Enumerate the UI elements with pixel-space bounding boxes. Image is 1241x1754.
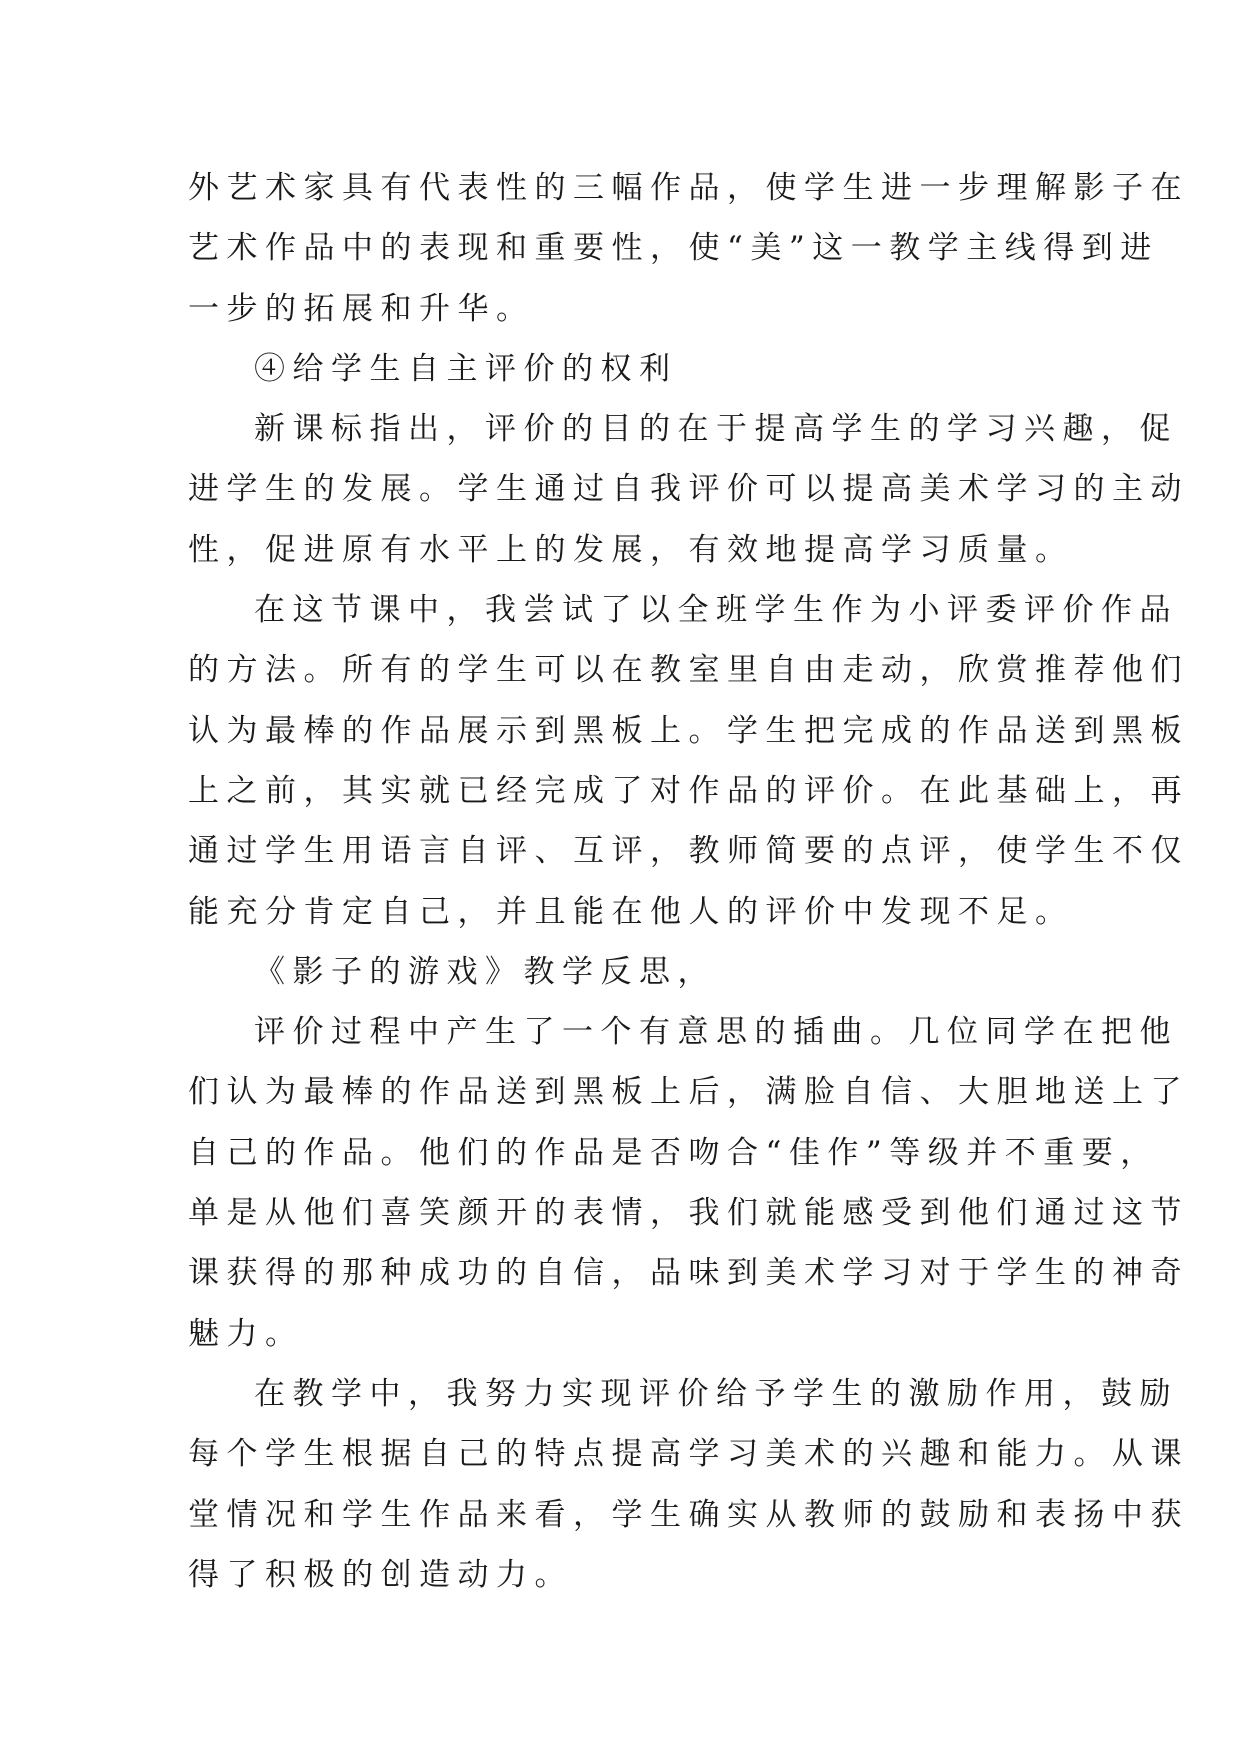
text-line: 在这节课中，我尝试了以全班学生作为小评委评价作品	[254, 592, 1178, 629]
text-line: 新课标指出，评价的目的在于提高学生的学习兴趣，促	[254, 411, 1178, 448]
text-line: 的方法。所有的学生可以在教室里自由走动，欣赏推荐他们	[188, 652, 1189, 689]
text-line: 能充分肯定自己，并且能在他人的评价中发现不足。	[188, 893, 1074, 930]
text-line: 单是从他们喜笑颜开的表情，我们就能感受到他们通过这节	[188, 1195, 1189, 1232]
text-line: 自己的作品。他们的作品是否吻合“佳作”等级并不重要，	[188, 1134, 1159, 1171]
text-line: 上之前，其实就已经完成了对作品的评价。在此基础上，再	[188, 772, 1189, 809]
document-body	[188, 158, 1189, 1605]
text-line: 魅力。	[188, 1315, 304, 1352]
text-line: 艺术作品中的表现和重要性，使“美”这一教学主线得到进	[188, 230, 1159, 267]
text-line: 堂情况和学生作品来看，学生确实从教师的鼓励和表扬中获	[188, 1496, 1189, 1533]
text-line: 在教学中，我努力实现评价给予学生的激励作用，鼓励	[254, 1375, 1178, 1412]
text-line: 每个学生根据自己的特点提高学习美术的兴趣和能力。从课	[188, 1436, 1189, 1473]
text-line: 评价过程中产生了一个有意思的插曲。几位同学在把他	[254, 1014, 1178, 1051]
text-line: 通过学生用语言自评、互评，教师简要的点评，使学生不仅	[188, 833, 1189, 870]
text-line: 们认为最棒的作品送到黑板上后，满脸自信、大胆地送上了	[188, 1074, 1189, 1111]
text-line: 进学生的发展。学生通过自我评价可以提高美术学习的主动	[188, 471, 1189, 508]
section-heading: ④给学生自主评价的权利	[254, 350, 678, 387]
text-line: 一步的拓展和升华。	[188, 290, 535, 327]
text-line: 性，促进原有水平上的发展，有效地提高学习质量。	[188, 531, 1074, 568]
text-line: 课获得的那种成功的自信，品味到美术学习对于学生的神奇	[188, 1255, 1189, 1292]
text-line: 认为最棒的作品展示到黑板上。学生把完成的作品送到黑板	[188, 712, 1189, 749]
text-line: 得了积极的创造动力。	[188, 1556, 573, 1593]
text-line: 外艺术家具有代表性的三幅作品，使学生进一步理解影子在	[188, 170, 1189, 206]
section-title: 《影子的游戏》教学反思，	[254, 953, 716, 990]
